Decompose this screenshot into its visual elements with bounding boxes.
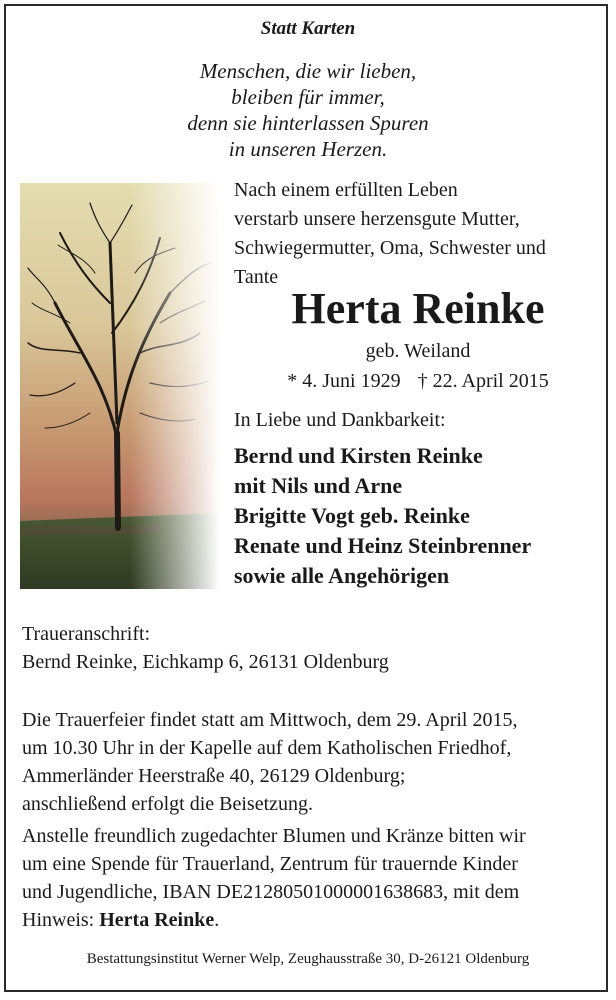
donation-line: Anstelle freundlich zugedachter Blumen und Kränze bitten wir	[22, 825, 526, 847]
ceremony-paragraph	[22, 706, 602, 818]
intro-line: Schwiegermutter, Oma, Schwester und	[234, 237, 546, 259]
mourning-address-label: Traueranschrift:	[22, 623, 151, 645]
donation-note-name: Herta Reinke	[99, 909, 215, 931]
mourners-list	[234, 441, 531, 591]
poem-line: Menschen, die wir lieben,	[199, 59, 417, 83]
donation-note-suffix: .	[214, 909, 220, 931]
ceremony-line: anschließend erfolgt die Beisetzung.	[22, 793, 314, 815]
mourner-line: Bernd und Kirsten Reinke	[234, 443, 483, 468]
thanks-line: In Liebe und Dankbarkeit:	[234, 409, 446, 431]
intro-line: Nach einem erfüllten Leben	[234, 179, 458, 201]
deceased-name: Herta Reinke	[291, 284, 545, 333]
life-dates	[230, 370, 606, 393]
ceremony-line: Ammerländer Heerstraße 40, 26129 Oldenburg;	[22, 765, 406, 787]
mourner-line: sowie alle Angehörigen	[234, 563, 450, 588]
birth-date: * 4. Juni 1929	[287, 370, 401, 392]
mourning-address: Bernd Reinke, Eichkamp 6, 26131 Oldenburg	[22, 651, 389, 673]
mourner-line: Brigitte Vogt geb. Reinke	[234, 503, 470, 528]
ceremony-line: um 10.30 Uhr in der Kapelle auf dem Katholischen Friedhof,	[22, 737, 512, 759]
donation-note-prefix: Hinweis:	[22, 909, 100, 931]
poem-line: bleiben für immer,	[231, 85, 385, 109]
ceremony-line: Die Trauerfeier findet statt am Mittwoch, dem 29. April 2015,	[22, 709, 518, 731]
intro-text	[234, 176, 604, 292]
donation-paragraph	[22, 822, 602, 934]
mourner-line: mit Nils und Arne	[234, 473, 403, 498]
donation-line: und Jugendliche, IBAN DE21280501000001638683, mit dem	[22, 881, 520, 903]
poem	[0, 58, 616, 162]
intro-line: verstarb unsere herzensgute Mutter,	[234, 208, 520, 230]
intro-line: Tante	[234, 266, 279, 288]
death-date: † 22. April 2015	[417, 370, 549, 392]
maiden-name: geb. Weiland	[365, 340, 471, 362]
funeral-home-footer: Bestattungsinstitut Werner Welp, Zeughausstraße 30, D-26121 Oldenburg	[86, 951, 530, 967]
donation-line-last	[22, 906, 602, 934]
poem-line: in unseren Herzen.	[228, 137, 388, 161]
poem-line: denn sie hinterlassen Spuren	[187, 111, 429, 135]
header-statt-karten: Statt Karten	[260, 18, 356, 39]
mourner-line: Renate und Heinz Steinbrenner	[234, 533, 532, 558]
donation-line: um eine Spende für Trauerland, Zentrum für trauernde Kinder	[22, 853, 518, 875]
tree-photo	[20, 183, 220, 589]
